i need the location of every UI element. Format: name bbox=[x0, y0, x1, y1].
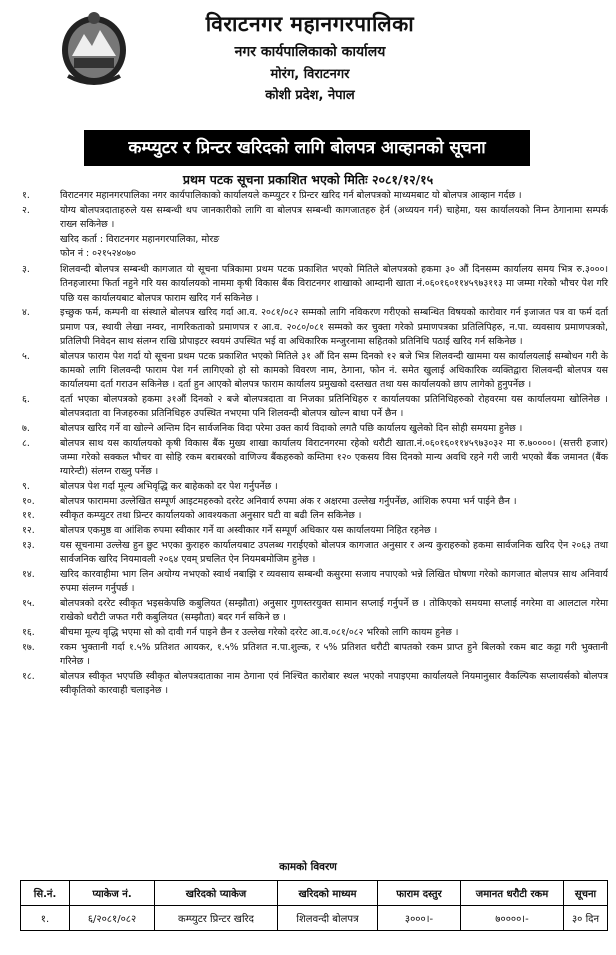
list-item bbox=[18, 306, 608, 349]
table-cell: ३०००।- bbox=[378, 906, 461, 931]
col-header: सूचना bbox=[564, 881, 608, 906]
list-item bbox=[18, 641, 608, 669]
item-text: दर्ता भएका बोलपत्रको हकमा ३१औं दिनको २ बजे बोलपत्रदाता वा निजका प्रतिनिधिहरु र कार्यालयका प्रतिनिधिहरुको रोहवरमा यस कार्यालयमा खोलिनेछ । बोलपत्रदाता वा निजहरुका प्रतिनिधिहरु उपस्थित नभएमा पनि शिलवन्दी बोलपत्र खोल्न बाधा पर्ने छैन । bbox=[60, 393, 608, 420]
item-number: ११. bbox=[22, 510, 35, 522]
list-item bbox=[18, 568, 608, 596]
district-name: मोरंग, विराटनगर bbox=[270, 67, 350, 82]
item-text: इच्छुक फर्म, कम्पनी वा संस्थाले बोलपत्र खरिद गर्दा आ.व. २०८१/०८२ सम्मको लागि नविकरण गरीएको सम्बन्धित विषयको कारोवार गर्न इजाजत पत्र वा फर्म दर्ता प्रमाण पत्र, स्थायी लेखा नम्वर, नागरिकताको प्रमाणपत्र र आ.व. २०८०/०८१ सम्मको कर चुक्ता गरेको प्रमाणपत्रका प्रतिलिपिहरु, न.पा. व्यवसाय प्रमाणपत्रको, प्रतिलिपी निवेदन साथ संलग्न राखि प्रोपाइटर स्वयमं उपस्थित भई वा अधिकारिक मन्जुरनामा सहितको प्रतिनिधि पठाई खरिद गर्न सकिनेछ । bbox=[60, 307, 608, 347]
item-number: ६. bbox=[22, 393, 30, 405]
list-item bbox=[18, 626, 608, 640]
item-number: २. bbox=[22, 204, 30, 216]
letterhead bbox=[0, 0, 616, 130]
notice-body bbox=[18, 189, 608, 699]
item-text: बोलपत्र फाराम पेश गर्दा यो सूचना प्रथम पटक प्रकाशित भएको मितिले ३१ औं दिन सम्म दिनको १२ बजे भित्र शिलवन्दी खाममा यस कार्यालयलाई सम्बोधन गरी के कामको लागि शिलवन्दी फाराम पेश गर्न लागिएको हो सो कामको विवरण नाम, ठेगाना, फोन नं. समेत खुलाई अधिकारिक व्यक्तिद्वारा शिलवन्दी बोलपत्र यस कार्यालयमा दर्ता गराउन सकिनेछ । दर्ता हुन आएको बोलपत्र फाराम कार्यालय प्रमुखको दस्तखत तथा यस कार्यालयको छाप लागेको हुनुपर्नेछ । bbox=[60, 350, 608, 391]
col-header: फाराम दस्तुर bbox=[378, 881, 461, 906]
item-text: स्वीकृत कम्प्युटर तथा प्रिन्टर कार्यालयको आवश्यकता अनुसार घटी वा बढी लिन सकिनेछ । bbox=[60, 510, 362, 522]
list-item bbox=[18, 539, 608, 567]
list-item bbox=[18, 204, 608, 232]
work-details-title: कामको विवरण bbox=[279, 861, 337, 873]
letterhead-titles bbox=[150, 6, 470, 103]
contact-phone: फोन नं : ०२१५२४०७० bbox=[60, 248, 137, 259]
item-number: १. bbox=[22, 190, 30, 201]
office-name: नगर कार्यपालिकाको कार्यालय bbox=[234, 44, 386, 60]
item-text: बोलपत्रको दररेट स्वीकृत भइसकेपछि कबुलियत (सम्झौता) अनुसार गुणस्तरयुक्त सामान सप्लाई गर्नुपर्ने छ । तोकिएको समयमा सप्लाई नगरेमा वा आलटाल गरेमा राखेको धरौटी जफत गरी कबुलियत (सम्झौता) बदर गर्न सकिने छ । bbox=[60, 598, 608, 624]
item-number: ७. bbox=[22, 422, 30, 434]
item-number: १२. bbox=[22, 525, 35, 537]
table-row bbox=[21, 906, 608, 931]
list-item bbox=[18, 393, 608, 421]
province-name: कोशी प्रदेश, नेपाल bbox=[265, 88, 355, 103]
list-item bbox=[18, 189, 608, 203]
list-item bbox=[18, 597, 608, 625]
col-header: प्याकेज नं. bbox=[70, 881, 155, 906]
item-text: शिलवन्दी बोलपत्र सम्बन्धी कागजात यो सूचना पत्रिकामा प्रथम पटक प्रकाशित भएको मितिले बोलपत्रको हकमा ३० औं दिनसम्म कार्यालय समय भित्र रु.३०००। तिनहजारमा फिर्ता नहुने गरि यस कार्यालयको नाममा कृषी विकास बैंक विराटनगर शाखाको आम्दानी खाता नं.०६०१६०११४५९७३११३ मा जम्मा गरेको भौचर पेश गरि पछि यस कार्यालयबाट बोलपत्र फाराम खरिद गर्न सकिनेछ । bbox=[60, 264, 609, 304]
list-item bbox=[18, 437, 608, 480]
item-number: १६. bbox=[22, 627, 35, 638]
list-item bbox=[18, 480, 608, 494]
item-text: यस सूचनामा उल्लेख हुन छुट भएका कुराहरु कार्यालयबाट उपलब्ध गराईएको बोलपत्र कागजात अनुसार र अन्य कुराहरुको हकमा सार्वजनिक खरिद ऐन २०६३ तथा सार्वजनिक खरिद नियमावली २०६४ एवम् प्रचलित ऐन नियमबमोजिम हुनेछ । bbox=[60, 540, 608, 566]
list-item bbox=[18, 524, 608, 538]
item-text: बोलपत्र एकमुष्ठ वा आंशिक रुपमा स्वीकार गर्ने वा अस्वीकार गर्ने सम्पूर्ण अधिकार यस कार्यालयमा निहित रहनेछ । bbox=[60, 525, 438, 537]
col-header: जमानत धरौटी रकम bbox=[461, 881, 564, 906]
item-number: ५. bbox=[22, 350, 30, 362]
col-header: खरिदको माध्यम bbox=[278, 881, 378, 906]
item-text: बोलपत्र पेश गर्दा मूल्य अभिवृद्धि कर बाहेकको दर पेश गर्नुपर्नेछ । bbox=[60, 480, 278, 492]
item-number: ९. bbox=[22, 480, 30, 492]
item-number: १८. bbox=[22, 670, 35, 682]
publication-date: प्रथम पटक सूचना प्रकाशित भएको मितिः २०८१/१२/१५ bbox=[182, 172, 434, 187]
table-cell: ७००००।- bbox=[461, 906, 564, 931]
item-text: योग्य बोलपत्रदाताहरुले यस सम्बन्धी थप जानकारीको लागि वा बोलपत्र सम्बन्धी कागजातहरु हेर्न (अध्ययन गर्न) चाहेमा, यस कार्यालयको निम्न ठेगानामा सम्पर्क राख्न सकिनेछ । bbox=[60, 204, 608, 230]
list-item bbox=[18, 509, 608, 523]
item-number: १५. bbox=[22, 598, 35, 609]
table-header-row bbox=[21, 881, 608, 906]
item-number: ८. bbox=[22, 437, 30, 449]
item-text: खरिद कारवाहीमा भाग लिन अयोग्य नभएको स्वार्थ नबाझि र व्यवसाय सम्बन्धी कसुरमा सजाय नपाएको भन्ने लिखित घोषणा गरेको कागजात बोलपत्र साथ अनिवार्य रुपमा संलग्न गर्नुपर्छ । bbox=[60, 569, 608, 595]
work-details-table bbox=[20, 880, 608, 931]
item-text: रकम भुक्तानी गर्दा १.५% प्रतिशत आयकर, १.५% प्रतिशत न.पा.शुल्क, र ५% प्रतिशत धरौटी बापतको रकम प्राप्त हुने बिलको रकम बाट कट्टा गरी भुक्तानी गरिनेछ । bbox=[60, 641, 608, 667]
notice-title-banner: कम्प्युटर र प्रिन्टर खरिदको लागि बोलपत्र आव्हानको सूचना bbox=[84, 130, 530, 166]
table-cell: ३० दिन bbox=[564, 906, 608, 931]
list-item bbox=[18, 263, 608, 306]
list-item bbox=[18, 495, 608, 509]
col-header: सि.नं. bbox=[21, 881, 70, 906]
item-number: १३. bbox=[22, 540, 35, 551]
table-cell: ६/२०८१/०८२ bbox=[70, 906, 155, 931]
list-item bbox=[18, 670, 608, 698]
contact-office: खरिद कर्ता : विराटनगर महानगरपालिका, मोरङ bbox=[60, 233, 220, 245]
item-text: बीचमा मूल्य वृद्धि भएमा सो को दावी गर्न पाइने छैन र उल्लेख गरेको दररेट आ.व.०८१/०८२ भरिको लागि कायम हुनेछ । bbox=[60, 627, 459, 638]
municipality-name: विराटनगर महानगरपालिका bbox=[205, 12, 415, 36]
item-text: बोलपत्र स्वीकृत भएपछि स्वीकृत बोलपत्रदाताका नाम ठेगाना एवं निश्चित कारोबार स्थल भएको नपाइएमा कार्यालयले नियमानुसार वैकल्पिक सप्लायर्सको बोलपत्र स्वीकृतिको कारवाही चलाइनेछ । bbox=[60, 670, 608, 696]
item-number: १०. bbox=[22, 495, 35, 507]
item-text: बोलपत्र साथ यस कार्यालयको कृषी विकास बैंक मुख्य शाखा कार्यालय विराटनगरमा रहेको धरौटी खाता.नं.०६०१६०११४५९७३०३२ मा रु.७००००। (सत्तरी हजार) जम्मा गरेको सक्कल भौचर वा सोहि रकम बराबरको वाणिज्य बैंकहरुको कम्तिमा १२० एकसय विस दिनको मान्य अवधि रहने गरी जारी भएको बैंक जमानत (बैंक ग्यारेन्टी) संलग्न राख्नु पर्नेछ । bbox=[60, 437, 608, 478]
item-text: विराटनगर महानगरपालिका नगर कार्यपालिकाको कार्यालयले कम्प्युटर र प्रिन्टर खरिद गर्न बोलपत्रको माध्यमबाट यो बोलपत्र आव्हान गर्दछ । bbox=[60, 190, 522, 201]
item-number: १७. bbox=[22, 641, 35, 653]
col-header: खरिदको प्याकेज bbox=[155, 881, 278, 906]
item-number: १४. bbox=[22, 569, 35, 580]
item-text: बोलपत्र खरिद गर्ने वा खोल्ने अन्तिम दिन सार्वजनिक विदा परेमा उक्त कार्य विदाको लगतै पछि कार्यालय खुलेको दिन सोही समयमा हुनेछ । bbox=[60, 422, 523, 434]
table-cell: शिलवन्दी बोलपत्र bbox=[278, 906, 378, 931]
nepal-emblem-icon bbox=[58, 10, 130, 88]
list-item bbox=[18, 422, 608, 436]
item-number: ४. bbox=[22, 307, 30, 319]
table-cell: १. bbox=[21, 906, 70, 931]
item-text: बोलपत्र फाराममा उल्लेखित सम्पूर्ण आइटमहरुको दररेट अनिवार्य रुपमा अंक र अक्षरमा उल्लेख गर्नुपर्नेछ, आंशिक रुपमा भर्न पाईने छैन । bbox=[60, 495, 517, 507]
table-cell: कम्प्युटर प्रिन्टर खरिद bbox=[155, 906, 278, 931]
list-item bbox=[18, 350, 608, 393]
item-number: ३. bbox=[22, 264, 30, 276]
